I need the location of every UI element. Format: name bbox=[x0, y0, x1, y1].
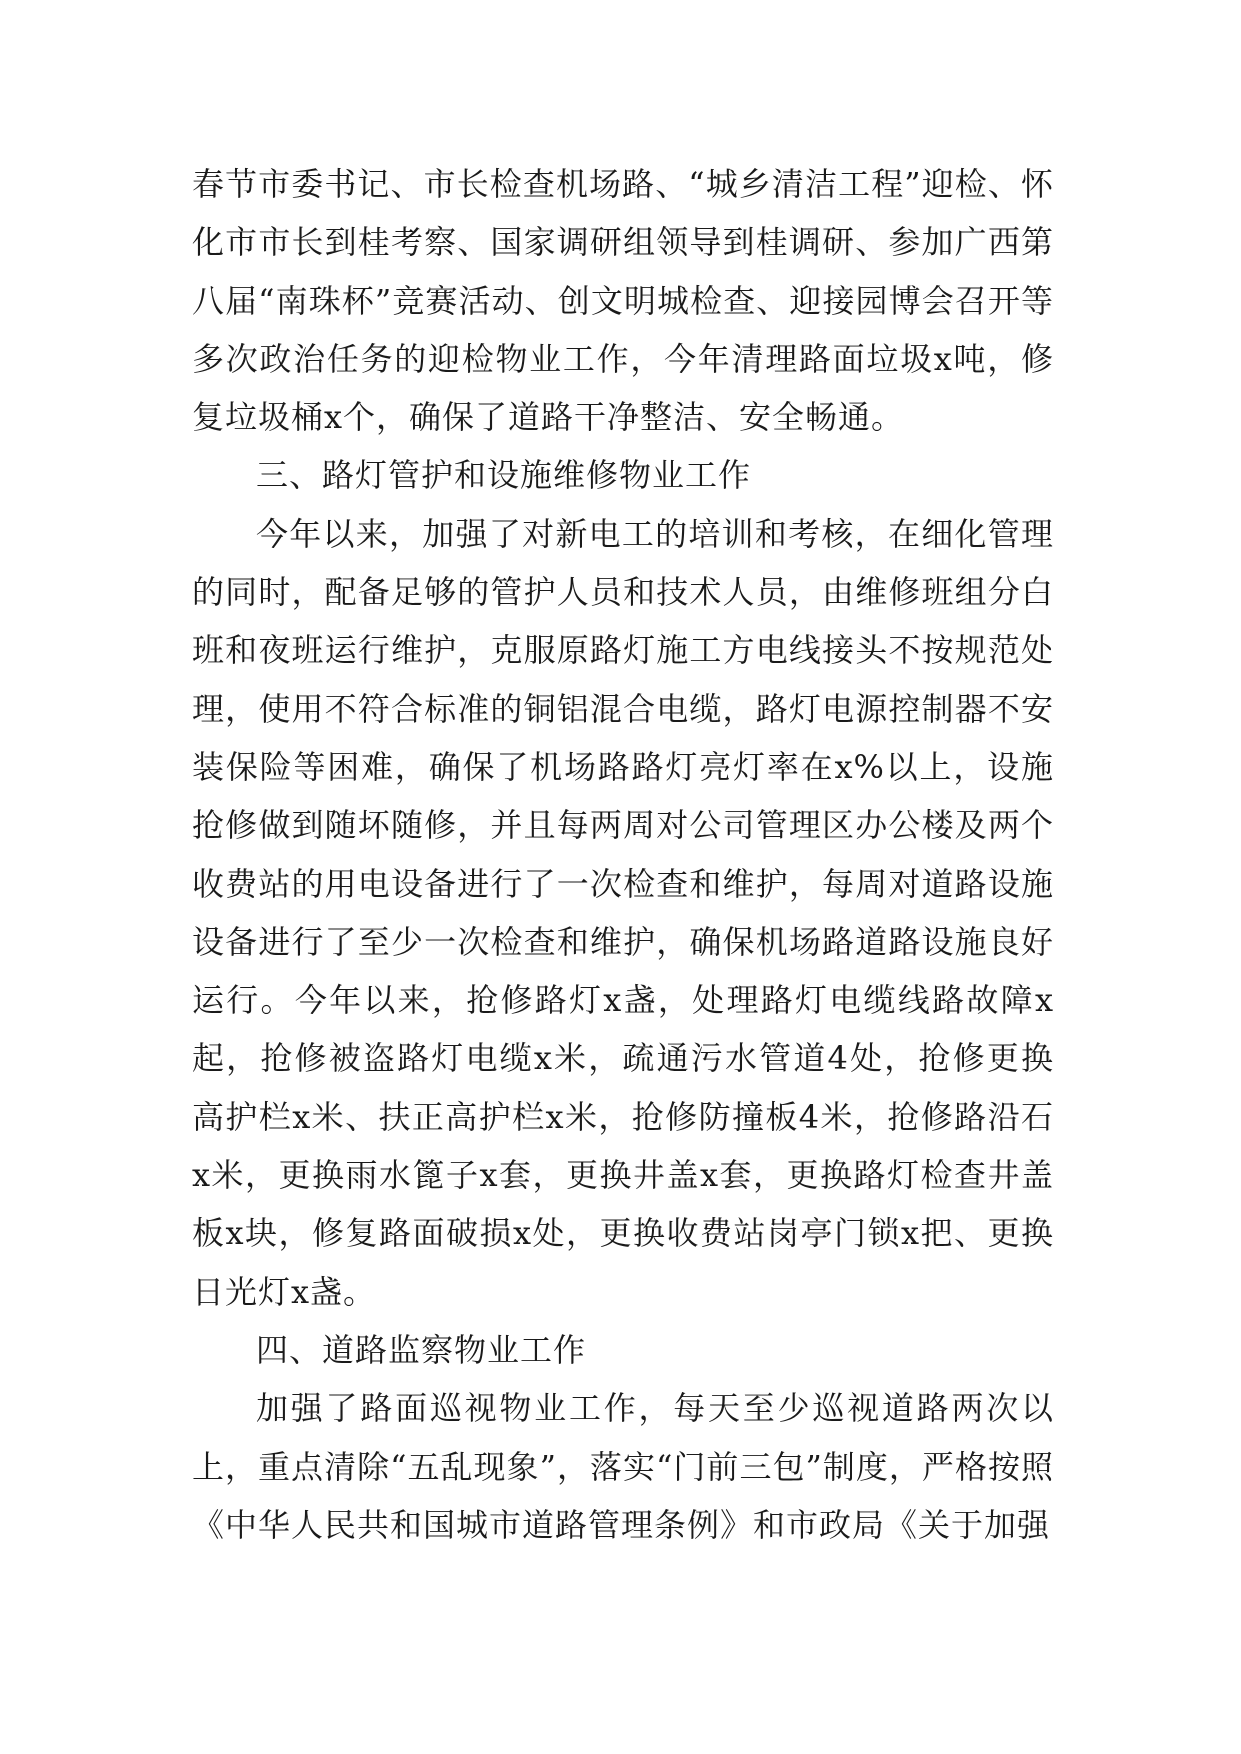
paragraph-road-inspection: 加强了路面巡视物业工作，每天至少巡视道路两次以上，重点清除“五乱现象”，落实“门前三包”制度，严格按照《中华人民共和国城市道路管理条例》和市政局《关于加强 bbox=[192, 1389, 1054, 1544]
paragraph-continuation: 春节市委书记、市长检查机场路、“城乡清洁工程”迎检、怀化市市长到桂考察、国家调研组领导到桂调研、参加广西第八届“南珠杯”竞赛活动、创文明城检查、迎接园博会召开等多次政治任务的迎检物业工作，今年清理路面垃圾x吨，修复垃圾桶x个，确保了道路干净整洁、安全畅通。 bbox=[192, 165, 1054, 437]
paragraph-street-lights: 今年以来，加强了对新电工的培训和考核，在细化管理的同时，配备足够的管护人员和技术人员，由维修班组分白班和夜班运行维护，克服原路灯施工方电线接头不按规范处理，使用不符合标准的铜铝混合电缆，路灯电源控制器不安装保险等困难，确保了机场路路灯亮灯率在x%以上，设施抢修做到随坏随修，并且每两周对公司管理区办公楼及两个收费站的用电设备进行了一次检查和维护，每周对道路设施设备进行了至少一次检查和维护，确保机场路道路设施良好运行。今年以来，抢修路灯x盏，处理路灯电缆线路故障x起，抢修被盗路灯电缆x米，疏通污水管道4处，抢修更换高护栏x米、扶正高护栏x米，抢修防撞板4米，抢修路沿石x米，更换雨水篦子x套，更换井盖x套，更换路灯检查井盖板x块，修复路面破损x处，更换收费站岗亭门锁x把、更换日光灯x盏。 bbox=[192, 514, 1054, 1311]
section-heading-road-inspection: 四、道路监察物业工作 bbox=[256, 1330, 587, 1369]
section-heading-street-lights: 三、路灯管护和设施维修物业工作 bbox=[256, 456, 752, 495]
document-body bbox=[192, 155, 1054, 1554]
